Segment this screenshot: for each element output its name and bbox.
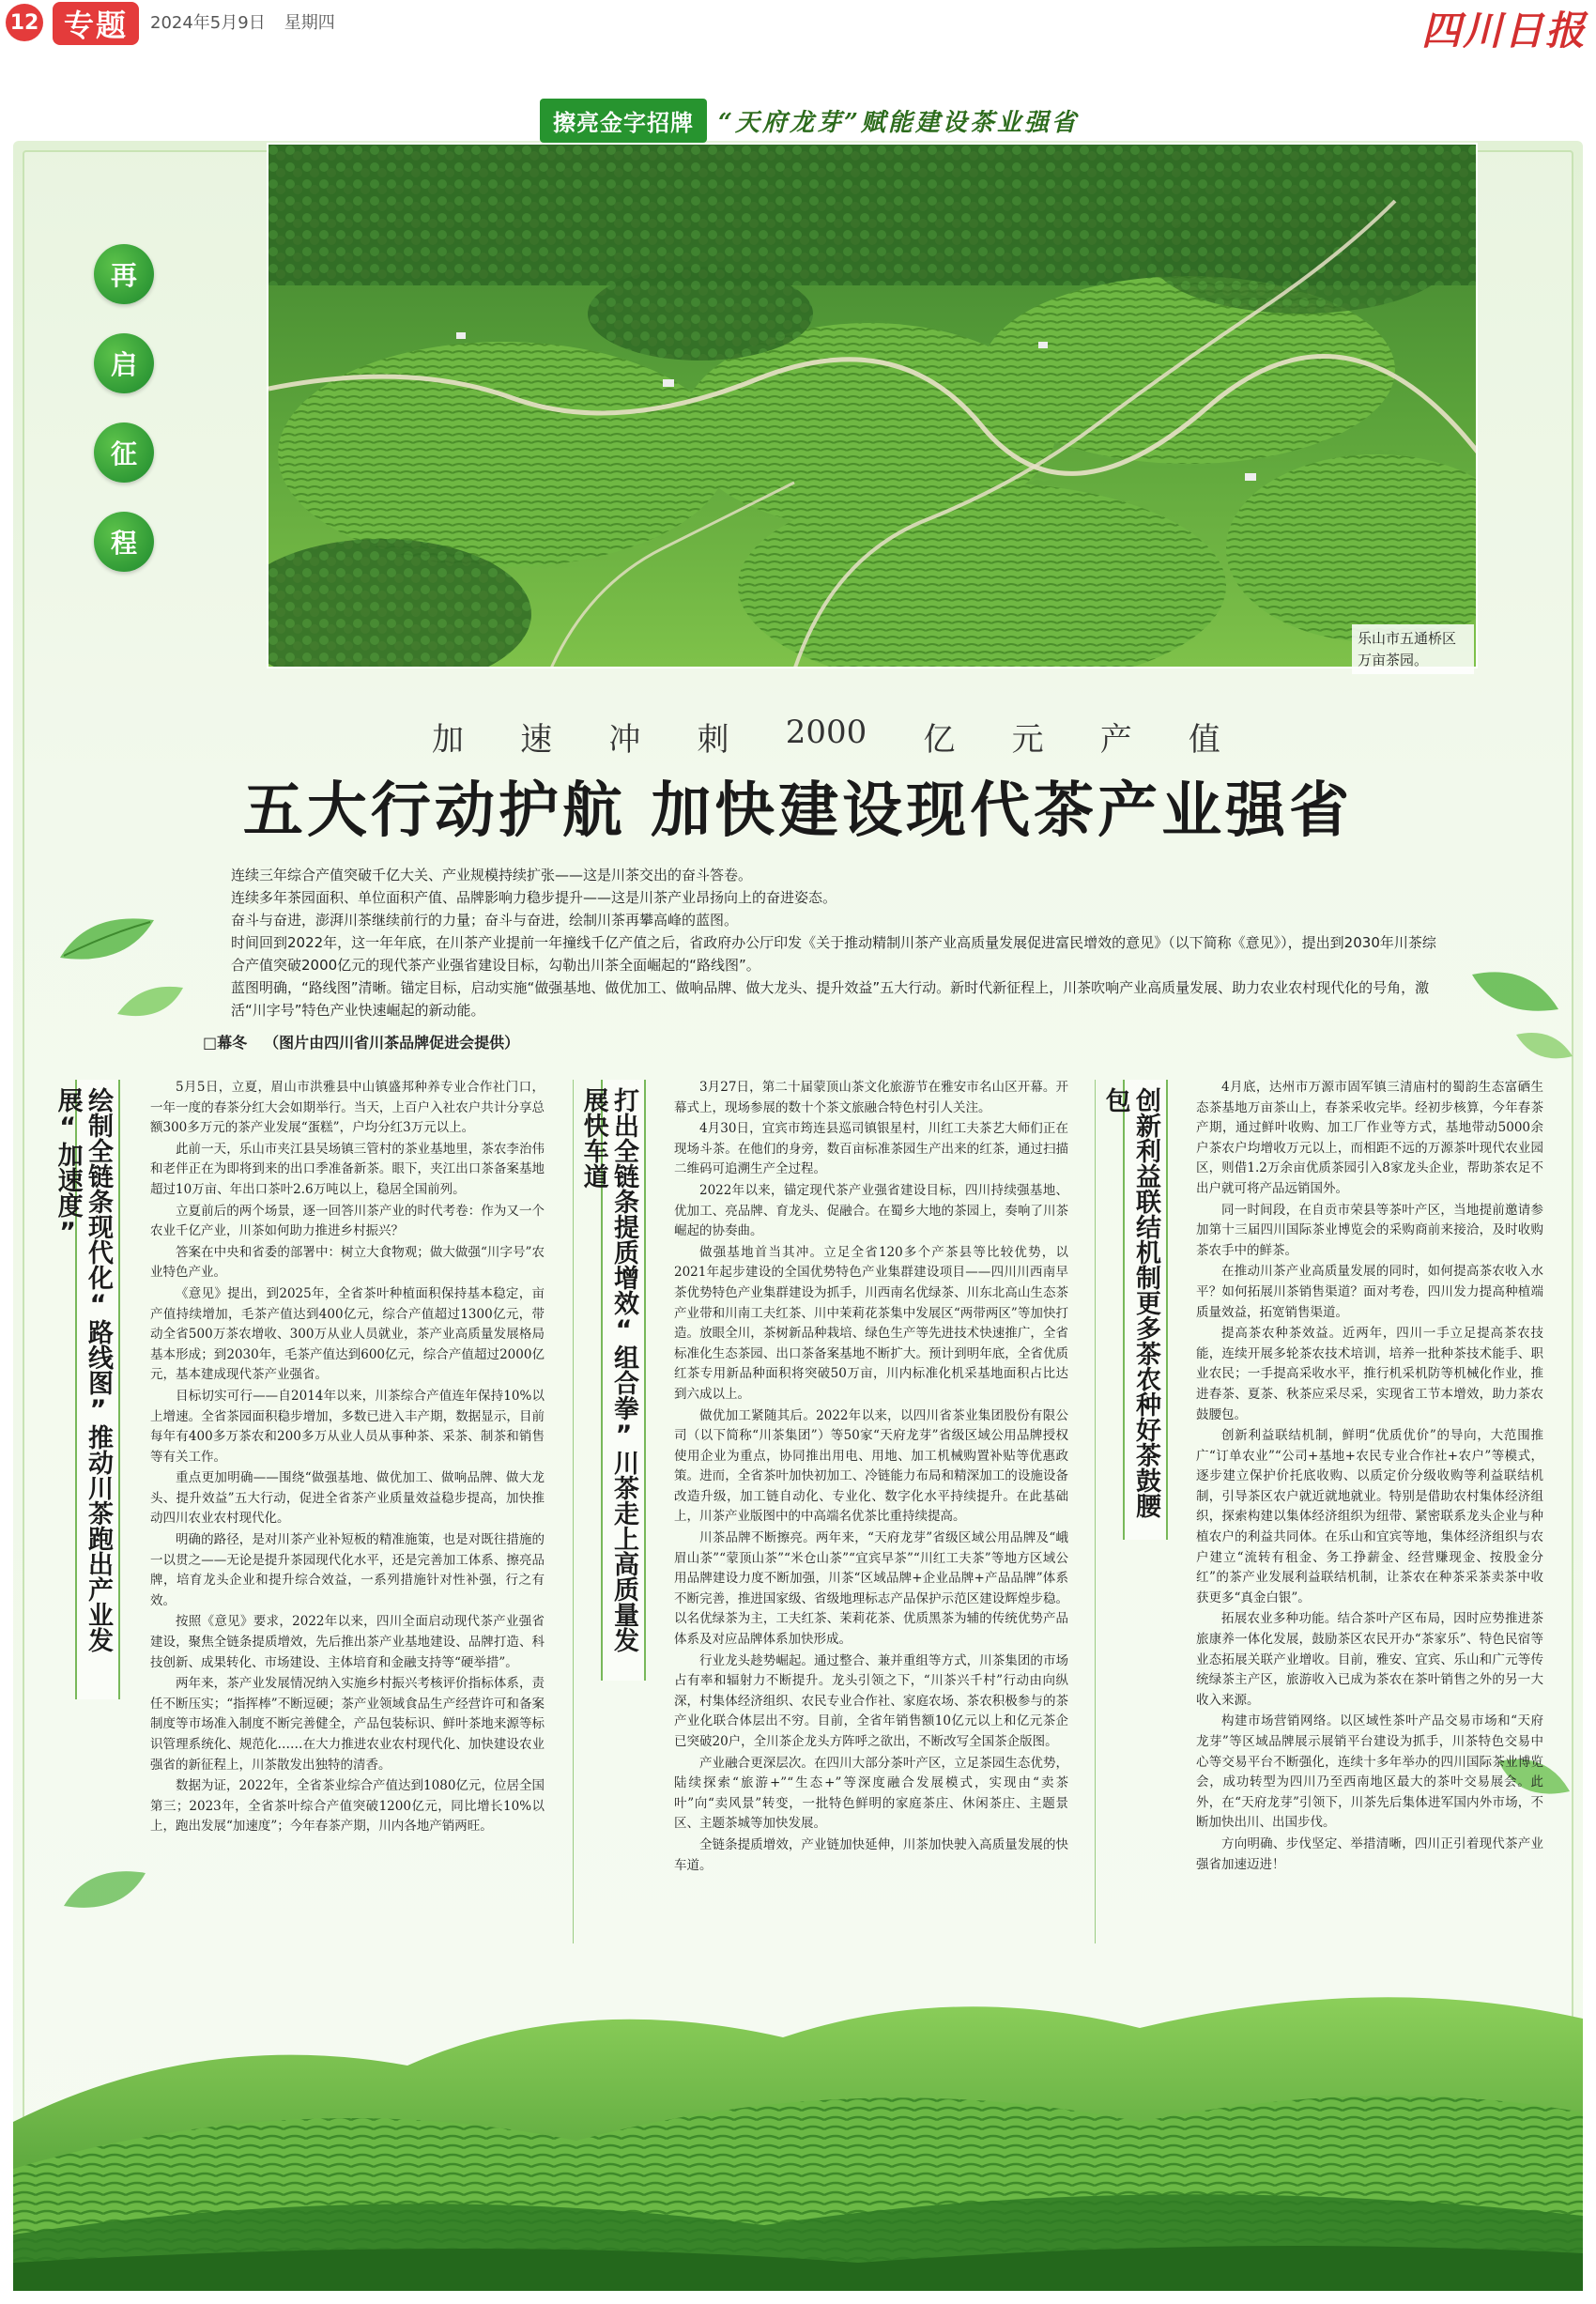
main-headline: 五大行动护航 加快建设现代茶产业强省 xyxy=(242,776,1354,846)
kicker-headline xyxy=(432,714,1220,760)
leaf-decoration-icon xyxy=(1512,1023,1577,1070)
banner-tag: 擦亮金字招牌 xyxy=(540,99,707,143)
column-paragraph: 5月5日，立夏，眉山市洪雅县中山镇盛邦种养专业合作社门口，一年一度的春茶分红大会如期举行。当天，上百户入社农户共计分享总额300多万元的茶产业发展“蛋糕”，户均分红3万元以上。 xyxy=(150,1080,545,1136)
column-paragraph: 明确的路径，是对川茶产业补短板的精准施策，也是对既往措施的一以贯之——无论是提升茶园现代化水平，还是完善加工体系、擦亮品牌，培育龙头企业和提升综合效益，一系列措施针对性补强，行之有效。 xyxy=(150,1532,545,1608)
leaf-decoration-icon xyxy=(51,901,163,986)
column-paragraph: 方向明确、步伐坚定、举措清晰，四川正引着现代茶产业强省加速迈进！ xyxy=(1196,1836,1543,1872)
intro-paragraph: 时间回到2022年，这一年年底，在川茶产业提前一年撞线千亿产值之后，省政府办公厅印发《关于推动精制川茶产业高质量发展促进富民增效的意见》（以下简称《意见》），提出到2030年川茶综合产值突破2000亿元的现代茶产业强省建设目标，勾勒出川茶全面崛起的“路线图”。 xyxy=(231,934,1436,974)
column-paragraph: 行业龙头趁势崛起。通过整合、兼并重组等方式，川茶集团的市场占有率和辐射力不断提升。龙头引领之下，“川茶兴千村”行动由向纵深，村集体经济组织、农民专业合作社、家庭农场、茶农积极参与的茶产业化联合体层出不穷。目前，全省年销售额10亿元以上和亿元茶企已突破20户，全川茶企龙头方阵呼之欲出，不断改写全国茶企版图。 xyxy=(674,1652,1068,1749)
column-paragraph: 2022年以来，锚定现代茶产业强省建设目标，四川持续强基地、优加工、亮品牌、育龙头、促融合。在蜀乡大地的茶园上，奏响了川茶崛起的协奏曲。 xyxy=(674,1182,1068,1239)
column-paragraph: 构建市场营销网络。以区域性茶叶产品交易市场和“天府龙芽”等区域品牌展示展销平台建设为抓手，川茶特色交易中心等交易平台不断强化，连续十多年举办的四川国际茶业博览会，成功转型为四川乃至西南地区最大的茶叶交易展会。此外，在“天府龙芽”引领下，川茶先后集体进军国内外市场，不断加快出川、出国步伐。 xyxy=(1196,1713,1543,1831)
leaf-decoration-icon xyxy=(113,976,188,1033)
column-2-body xyxy=(674,1078,1068,1877)
kicker-char: 刺 xyxy=(697,721,729,759)
column-paragraph: 4月底，达州市万源市固军镇三清庙村的蜀韵生态富硒生态茶基地万亩茶山上，春茶采收完毕。经初步核算，今年春茶产期，通过鲜叶收购、加工厂作业等方式，基地带动5000余户茶农户均增收万元以上，而相距不远的万源茶叶现代农业园区，则借1.2万余亩优质茶园引入8家龙头企业，帮助茶农足不出户就可将产品远销国外。 xyxy=(1196,1080,1543,1196)
leaf-decoration-icon xyxy=(56,1859,150,1925)
side-tag-1: 再 xyxy=(94,244,154,304)
bottom-tea-hill-illustration xyxy=(13,1953,1583,2291)
intro-paragraph: 奋斗与奋进，澎湃川茶继续前行的力量；奋斗与奋进，绘制川茶再攀高峰的蓝图。 xyxy=(231,912,739,929)
kicker-char: 值 xyxy=(1188,721,1220,759)
tea-garden-photo xyxy=(267,143,1478,668)
section-badge: 专题 xyxy=(53,2,139,45)
topic-banner xyxy=(540,98,1079,143)
column-paragraph: 《意见》提出，到2025年，全省茶叶种植面积保持基本稳定，亩产值持续增加，毛茶产值达到400亿元，综合产值超过1300亿元，带动全省500万茶农增收、300万从业人员就业，茶产业高质量发展格局基本形成；到2030年，毛茶产值达到600亿元，综合产值超过2000亿元，基本建成现代茶产业强省。 xyxy=(150,1285,545,1383)
paper-logo: 四川日报 xyxy=(1420,8,1587,54)
byline xyxy=(203,1031,519,1052)
kicker-char: 元 xyxy=(1011,721,1044,759)
column-paragraph: 川茶品牌不断擦亮。两年来，“天府龙芽”省级区域公用品牌及“峨眉山茶”“蒙顶山茶”“米仓山茶”“宜宾早茶”“川红工夫茶”等地方区域公用品牌建设力度不断加强，川茶“区域品牌+企业品牌+产品品牌”体系不断完善，推进国家级、省级地理标志产品保护示范区建设辉煌步稳。以名优绿茶为主，工夫红茶、茉莉花茶、优质黑茶为辅的传统优势产品体系及对应品牌体系加快形成。 xyxy=(674,1530,1068,1648)
column-1-heading: 绘制全链条现代化“路线图”推动川茶跑出产业发展“加速度” xyxy=(75,1080,120,1699)
tea-garden-illustration xyxy=(269,145,1478,668)
column-divider xyxy=(1095,1080,1096,1943)
column-3-body xyxy=(1196,1078,1543,1876)
column-paragraph: 答案在中央和省委的部署中：树立大食物观；做大做强“川字号”农业特色产业。 xyxy=(150,1244,545,1281)
kicker-char: 冲 xyxy=(608,721,641,759)
date-line xyxy=(150,9,335,34)
column-2-heading: 打出全链条提质增效“组合拳”川茶走上高质量发展快车道 xyxy=(601,1080,646,1681)
column-divider xyxy=(573,1080,574,1943)
column-paragraph: 产业融合更深层次。在四川大部分茶叶产区，立足茶园生态优势，陆续探索“旅游+”“生态+”等深度融合发展模式，实现由“卖茶叶”向“卖风景”转变，一批特色鲜明的家庭茶庄、休闲茶庄、主题景区、主题茶城等加快发展。 xyxy=(674,1755,1068,1832)
column-paragraph: 重点更加明确——围绕“做强基地、做优加工、做响品牌、做大龙头、提升效益”五大行动，促进全省茶产业质量效益稳步提高，加快推动四川农业农村现代化。 xyxy=(150,1470,545,1527)
column-paragraph: 创新利益联结机制，鲜明“优质优价”的导向，大范围推广“订单农业”“公司+基地+农民专业合作社+农户”等模式，逐步建立保护价托底收购、以质定价分级收购等利益联结机制，引导茶区农户就近就地就业。特别是借助农村集体经济组织，探索构建以集体经济组织为纽带、紧密联系龙头企业与种植农户的利益共同体。在乐山和宜宾等地，集体经济组织与农户建立“流转有租金、务工挣薪金、经营赚现金、按股金分红”的茶产业发展利益联结机制，让茶农在种茶采茶卖茶中收获更多“真金白银”。 xyxy=(1196,1428,1543,1605)
column-paragraph: 在推动川茶产业高质量发展的同时，如何提高茶农收入水平？如何拓展川茶销售渠道？面对考卷，四川发力提高种植端质量效益，拓宽销售渠道。 xyxy=(1196,1264,1543,1320)
leaf-decoration-icon xyxy=(1465,958,1568,1033)
column-paragraph: 立夏前后的两个场景，逐一回答川茶产业的时代考卷：作为又一个农业千亿产业，川茶如何助力推进乡村振兴？ xyxy=(150,1203,545,1239)
kicker-char: 速 xyxy=(520,721,553,759)
kicker-char: 亿 xyxy=(923,721,956,759)
column-paragraph: 目标切实可行——自2014年以来，川茶综合产值连年保持10%以上增速。全省茶园面积稳步增加，多数已进入丰产期，数据显示，目前每年有400多万茶农和200多万从业人员从事种茶、采茶、制茶和销售等有关工作。 xyxy=(150,1388,545,1465)
column-paragraph: 数据为证，2022年，全省茶业综合产值达到1080亿元，位居全国第三；2023年，全省茶叶综合产值突破1200亿元，同比增长10%以上，跑出发展“加速度”；今年春茶产期，川内各地产销两旺。 xyxy=(150,1778,545,1835)
column-paragraph: 做优加工紧随其后。2022年以来，以四川省茶业集团股份有限公司（以下简称“川茶集团”）等50家“天府龙芽”省级区域公用品牌授权使用企业为重点，协同推出用电、用地、加工机械购置补贴等优惠政策。进而，全省茶叶加快初加工、冷链能力布局和精深加工的设施设备改造升级，加工链自动化、专业化、数字化水平持续提升。在此基础上，川茶产业版图中的中高端名优茶比重持续提高。 xyxy=(674,1407,1068,1525)
byline-photo-credit: （图片由四川省川茶品牌促进会提供） xyxy=(264,1034,520,1052)
intro-paragraph: 连续多年茶园面积、单位面积产值、品牌影响力稳步提升——这是川茶产业昂扬向上的奋进姿态。 xyxy=(231,889,837,906)
column-paragraph: 3月27日，第二十届蒙顶山茶文化旅游节在雅安市名山区开幕。开幕式上，现场参展的数十个茶文旅融合特色村引人关注。 xyxy=(674,1080,1068,1115)
intro-paragraph: 蓝图明确，“路线图”清晰。锚定目标，启动实施“做强基地、做优加工、做响品牌、做大龙头、提升效益”五大行动。新时代新征程上，川茶吹响产业高质量发展、助力农业农村现代化的号角，激活“川字号”特色产业快速崛起的新动能。 xyxy=(231,979,1430,1019)
side-tag-3: 征 xyxy=(94,422,154,483)
intro-paragraph: 连续三年综合产值突破千亿大关、产业规模持续扩张——这是川茶交出的奋斗答卷。 xyxy=(231,867,753,883)
side-tag-4: 程 xyxy=(94,512,154,572)
issue-date: 2024年5月9日 xyxy=(150,13,266,33)
intro-text xyxy=(231,864,1442,1021)
kicker-char: 2000 xyxy=(785,714,867,751)
column-paragraph: 按照《意见》要求，2022年以来，四川全面启动现代茶产业强省建设，聚焦全链条提质增效，先后推出茶产业基地建设、品牌打造、科技创新、成果转化、市场建设、主体培育和金融支持等“硬举措”。 xyxy=(150,1614,545,1670)
column-paragraph: 同一时间段，在自贡市荣县等茶叶产区，当地提前邀请参加第十三届四川国际茶业博览会的采购商前来接洽，及时收购茶农手中的鲜茶。 xyxy=(1196,1202,1543,1258)
column-paragraph: 全链条提质增效，产业链加快延伸，川茶加快驶入高质量发展的快车道。 xyxy=(674,1836,1068,1873)
column-paragraph: 拓展农业多种功能。结合茶叶产区布局，因时应势推进茶旅康养一体化发展，鼓励茶区农民开办“茶家乐”、特色民宿等业态拓展关联产业增收。目前，雅安、宜宾、乐山和广元等传统绿茶主产区，旅游收入已成为茶农在茶叶销售之外的另一大收入来源。 xyxy=(1196,1611,1543,1708)
column-paragraph: 两年来，茶产业发展情况纳入实施乡村振兴考核评价指标体系，责任不断压实；“指挥棒”不断逗硬；茶产业领域食品生产经营许可和备案制度等市场准入制度不断完善健全，产品包装标识、鲜叶茶地来源等标识管理系统化、规范化……在大力推进农业农村现代化、加快建设农业强省的新征程上，川茶散发出独特的清香。 xyxy=(150,1676,545,1773)
column-3-heading: 创新利益联结机制更多茶农种好茶鼓腰包 xyxy=(1123,1080,1168,1540)
kicker-char: 加 xyxy=(432,721,464,759)
kicker-char: 产 xyxy=(1099,721,1132,759)
photo-caption: 乐山市五通桥区万亩茶园。 xyxy=(1352,624,1474,674)
column-paragraph: 做强基地首当其冲。立足全省120多个产茶县等比较优势，以2021年起步建设的全国优势特色产业集群建设项目——四川川西南早茶优势特色产业集群建设为抓手，川西南名优绿茶、川东北高山生态茶产业带和川南工夫红茶、川中茉莉花茶集中发展区“两带两区”等加快打造。放眼全川，茶树新品种栽培、绿色生产等先进技术快速推广，全省标准化生态茶园、出口茶备案基地不断扩大。预计到明年底，全省优质红茶专用新品种面积将突破50万亩，川内标准化机采基地面积占比达到六成以上。 xyxy=(674,1244,1068,1402)
column-paragraph: 提高茶农种茶效益。近两年，四川一手立足提高茶农技能，连续开展多轮茶农技术培训，培养一批种茶技术能手、职业农民；一手提高采收水平，推行机采机防等机械化作业，推进春茶、夏茶、秋茶应采尽采，实现省工节本增效，助力茶农鼓腰包。 xyxy=(1196,1326,1543,1422)
column-paragraph: 4月30日，宜宾市筠连县巡司镇银星村，川红工夫茶艺大师们正在现场斗茶。在他们的身旁，数百亩标准茶园生产出来的红茶，通过扫描二维码可追溯生产全过程。 xyxy=(674,1121,1068,1177)
side-tag-2: 启 xyxy=(94,333,154,393)
issue-weekday: 星期四 xyxy=(284,13,335,33)
banner-title: “天府龙芽”赋能建设茶业强省 xyxy=(718,108,1079,137)
column-1-body xyxy=(150,1078,545,1838)
page-number: 12 xyxy=(6,4,43,41)
byline-author: □幕冬 xyxy=(203,1034,248,1052)
column-paragraph: 此前一天，乐山市夹江县吴场镇三管村的茶业基地里，茶农李治伟和老伴正在为即将到来的出口季准备新茶。眼下，夹江出口茶备案基地超过10万亩、年出口茶叶2.6万吨以上，稳居全国前列。 xyxy=(150,1141,545,1197)
